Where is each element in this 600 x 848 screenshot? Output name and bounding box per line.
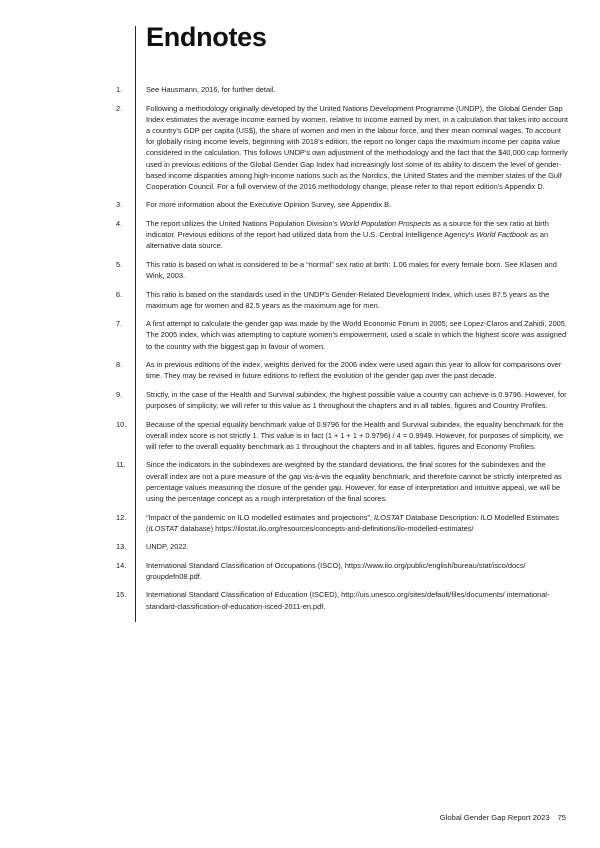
endnote-number: 15. — [116, 590, 127, 600]
endnote-item — [116, 84, 568, 95]
endnote-item — [116, 419, 568, 453]
endnote-number: 3. — [116, 200, 123, 210]
endnote-text: A first attempt to calculate the gender gap was made by the World Economic Forum in 2005; see Lopez-Claros and Zahidi, 2005. The 2005 index, which was attempting to capture women’s empowerment, used a scale in which the highest score was assigned to the country with the biggest gap in favour of women. — [146, 319, 567, 351]
endnote-number: 9. — [116, 389, 123, 399]
endnote-item — [116, 512, 568, 534]
endnote-number: 11. — [116, 460, 126, 470]
endnote-text: The report utilizes the United Nations Population Division’s World Population Prospects as a source for the sex ratio at birth indicator. Previous editions of the report had utilized data from the U.S. Central Intelligence Agency’s World Factbook as an alternative data source. — [146, 218, 549, 251]
endnote-text: This ratio is based on what is considered to be a “normal” sex ratio at birth: 1.06 males for every female born. See Klasen and Wink, 2003. — [146, 259, 557, 281]
endnote-text: See Hausmann, 2016, for further detail. — [146, 85, 276, 94]
endnote-item — [116, 318, 568, 352]
endnote-item — [116, 560, 568, 582]
endnote-number: 5. — [116, 259, 123, 269]
endnote-item — [116, 199, 568, 210]
endnote-number: 8. — [116, 360, 123, 370]
endnote-number: 6. — [116, 289, 123, 299]
endnote-item — [116, 541, 568, 552]
page-footer — [440, 813, 566, 822]
report-title: Global Gender Gap Report 2023 — [439, 813, 550, 822]
endnote-item — [116, 389, 568, 411]
endnote-number: 12. — [116, 512, 127, 522]
endnote-text: Since the indicators in the subindexes are weighted by the standard deviations, the final scores for the subindexes and the overall index are not a pure measure of the gap vis-à-vis the equality benchmark, and therefore cannot be strictly interpreted as percentage values measuring the closure of the gender gap. However, for ease of interpretation and intuitive appeal, we will be using the percentage concept as a rough interpretation of the final scores. — [146, 460, 562, 504]
endnote-text: As in previous editions of the index, weights derived for the 2006 index were used again this year to allow for comparisons over time. They may be revised in future editions to reflect the evolution of the gender gap over the past decade. — [146, 360, 562, 381]
endnote-number: 14. — [116, 560, 127, 570]
endnote-text: Strictly, in the case of the Health and Survival subindex, the highest possible value a country can achieve is 0.9796. However, for purposes of simplicity, we will refer to this value as 1 throughout the chapters and in all tables, figures and Country Profiles. — [146, 389, 567, 411]
endnote-number: 4. — [116, 218, 123, 228]
endnotes-list — [116, 84, 568, 619]
page-title: Endnotes — [146, 22, 267, 52]
endnote-text: UNDP, 2022. — [146, 542, 189, 552]
endnote-number: 1. — [116, 85, 123, 94]
endnote-item — [116, 259, 568, 281]
endnote-text: International Standard Classification of Education (ISCED), http://uis.unesco.org/sites/default/files/documents/ international-standard-classification-of-education-isced-2011-en.pdf. — [146, 590, 550, 611]
endnote-text: For more information about the Executive Opinion Survey, see Appendix B. — [146, 200, 392, 210]
endnote-item — [116, 218, 568, 252]
endnote-item — [116, 289, 568, 311]
endnote-number: 7. — [116, 319, 123, 329]
endnote-number: 2. — [116, 103, 123, 113]
endnote-item — [116, 103, 568, 193]
endnote-text: “Impact of the pandemic on ILO modelled estimates and projections”, ILOSTAT Database Description: ILO Modelled Estimates (ILOSTAT database) https://ilostat.ilo.org/resources/concepts-and-definitions/ilo-modelled-estimates/ — [146, 512, 559, 533]
endnote-text: Because of the special equality benchmark value of 0.9796 for the Health and Survival subindex, the equality benchmark for the overall index score is not strictly 1. This value is in fact (1 + 1 + 1 + 0.9796) / 4 = 0.9949. However, for purposes of simplicity, we will refer to the overall equality benchmark as 1 throughout the chapters and in all tables, figures and Economy Profiles. — [146, 419, 564, 451]
endnote-item — [116, 359, 568, 381]
endnote-item — [116, 589, 568, 611]
page-number: 75 — [557, 813, 566, 822]
endnote-text: This ratio is based on the standards used in the UNDP’s Gender-Related Development Index, which uses 87.5 years as the maximum age for women and 82.5 years as the maximum age for men. — [146, 289, 550, 310]
endnote-text: Following a methodology originally developed by the United Nations Development Programme (UNDP), the Global Gender Gap Index estimates the average income earned by women, relative to income earned by men, in a calculation that takes into account a country’s GDP per capita (US$), the share of women and men in the labour force, and their mean nominal wages. To account for globally rising income levels, beginning with 2018’s edition, the report no longer caps the maximum income per capita value considered in the calculation. This follows UNDP’s own adjustment of the methodology and the fact that the $40,000 cap formerly used in previous editions of the Global Gender Gap Index had increasingly lost some of its ability to discern the level of gender-based income disparities among high-income nations such as the Nordics, the United States and the member states of the Gulf Cooperation Council. For a full overview of the 2016 methodology change, please refer to that report edition’s Appendix D. — [146, 103, 568, 191]
endnote-number: 10. — [116, 419, 127, 429]
endnote-number: 13. — [116, 542, 127, 552]
endnote-item — [116, 459, 568, 504]
endnote-text: International Standard Classification of Occupations (ISCO), https://www.ilo.org/public/english/bureau/stat/isco/docs/ groupdefn08.pdf. — [146, 560, 526, 581]
